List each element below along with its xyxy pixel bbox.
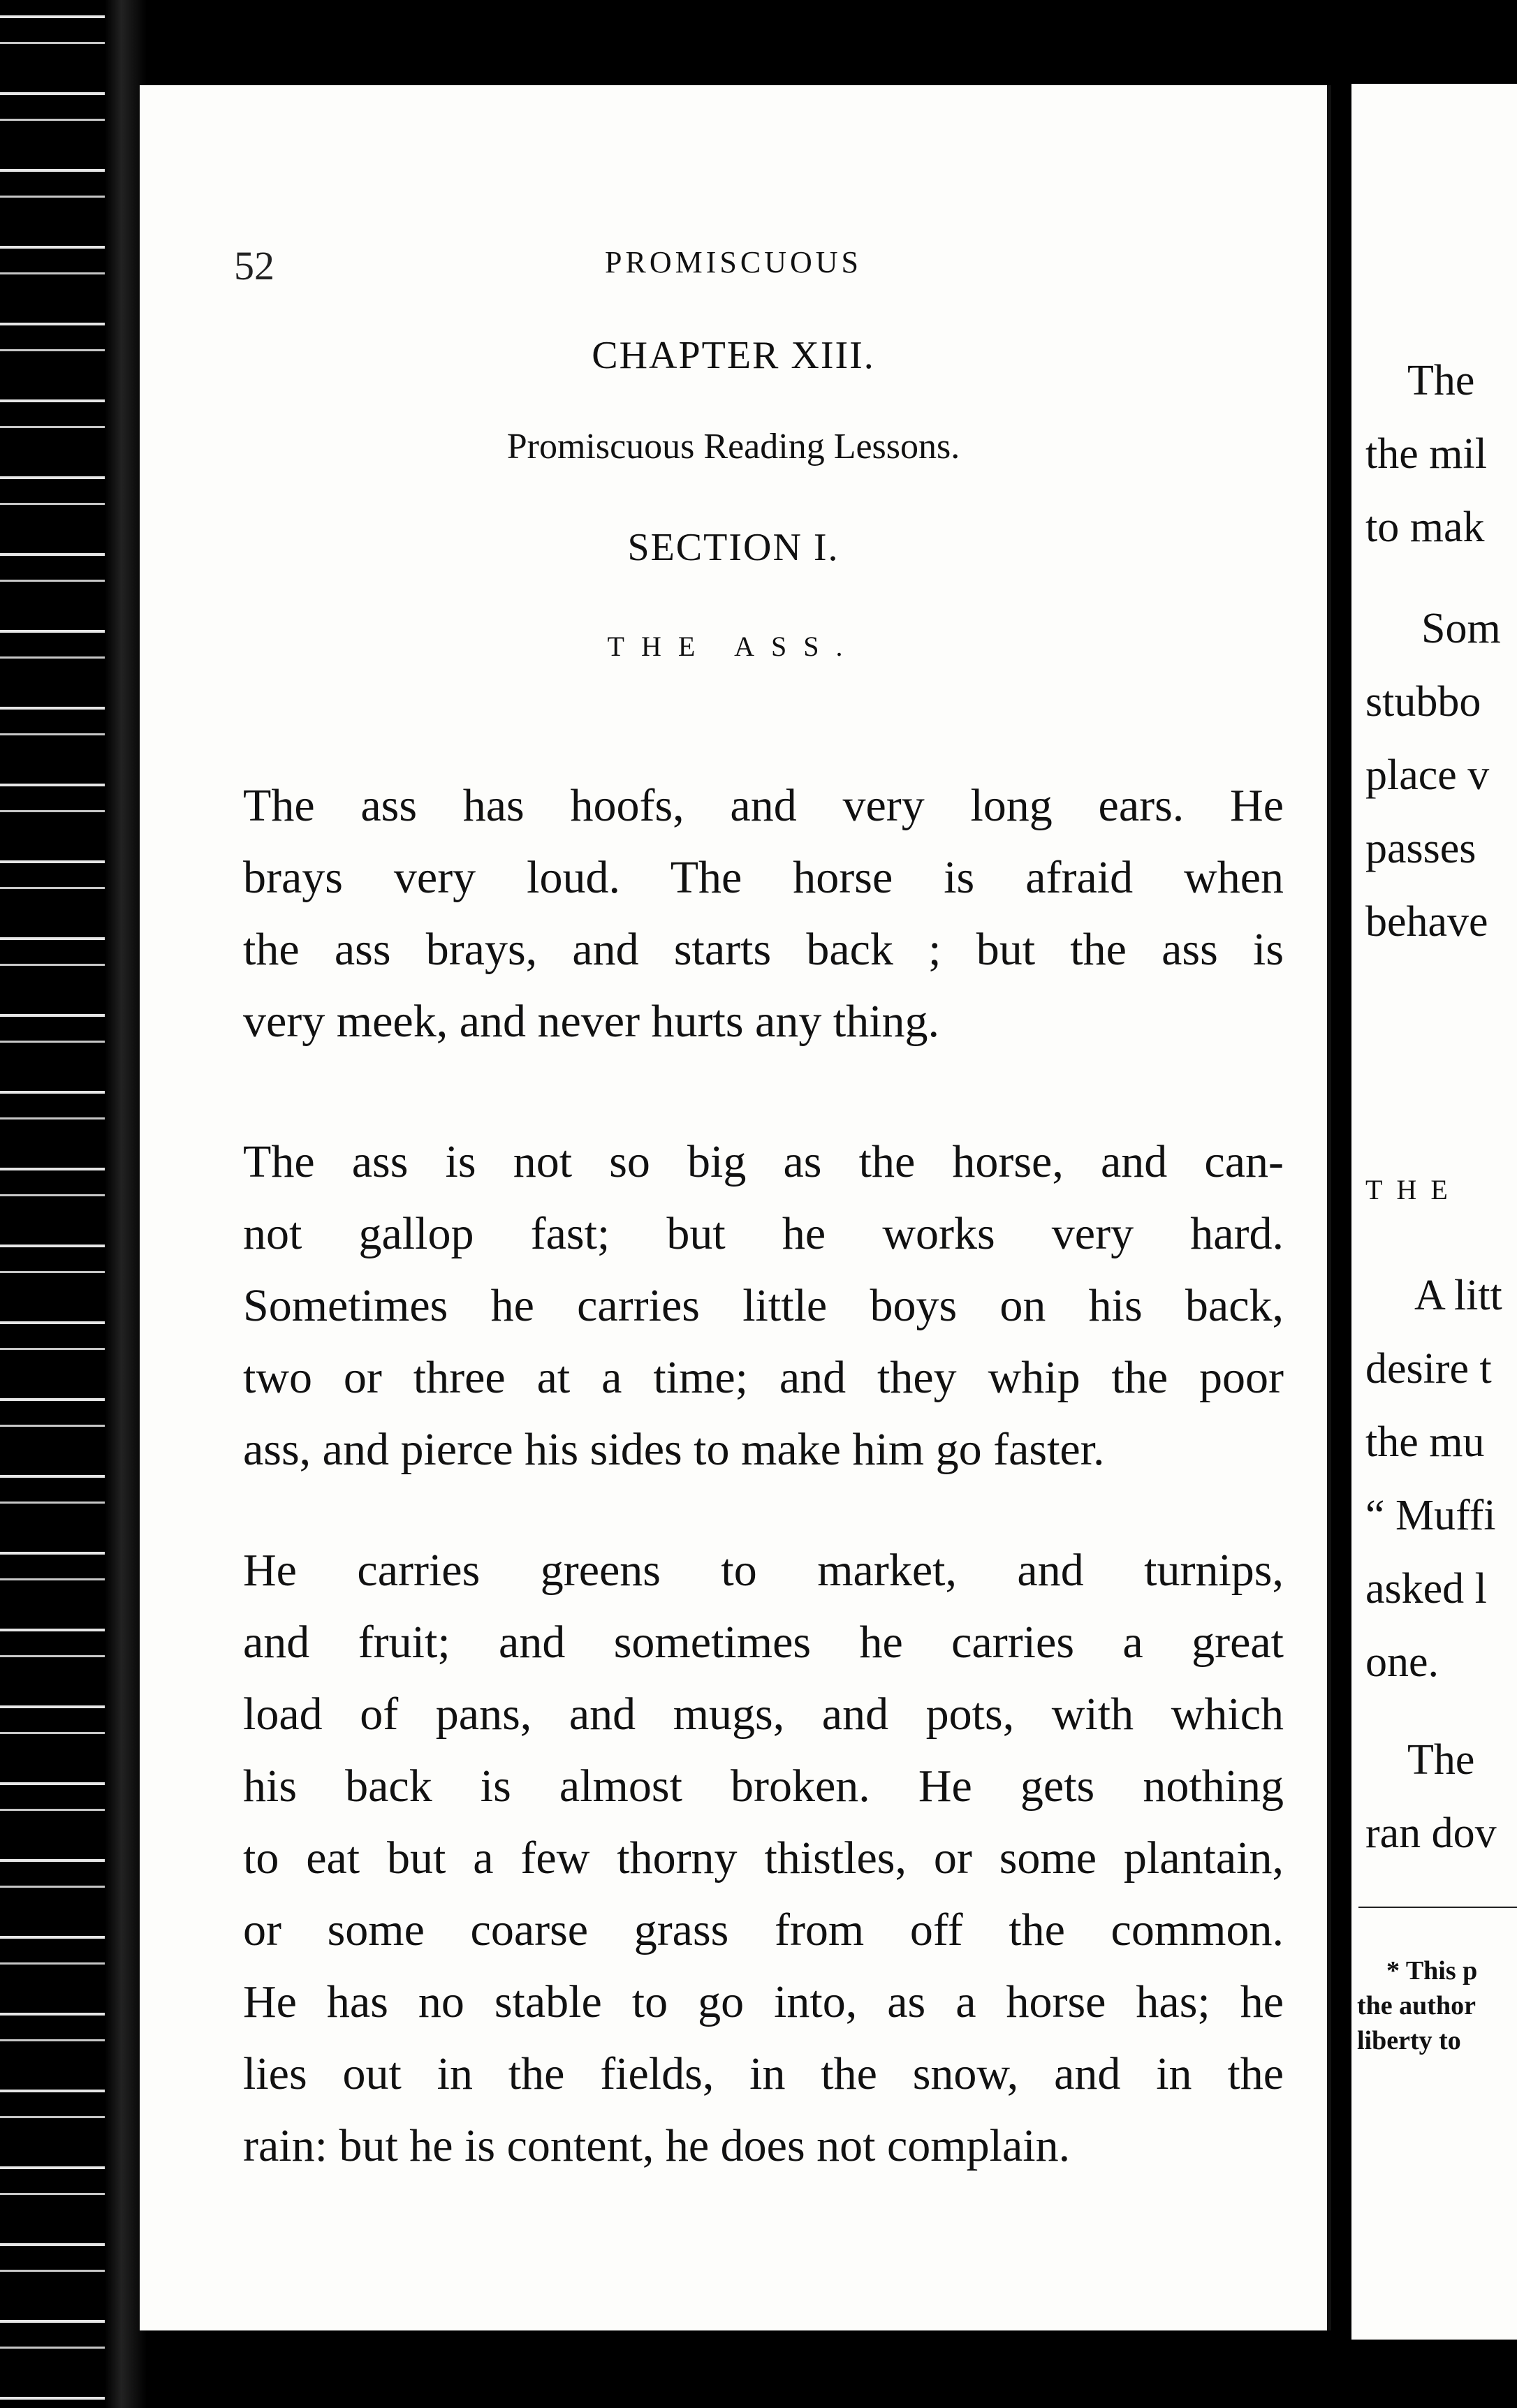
- paragraph-3: [243, 1534, 1430, 2182]
- text-line: The ass has hoofs, and very long ears. He: [243, 780, 1284, 831]
- text-line: rain: but he is content, he does not complain.: [243, 2120, 1071, 2171]
- right-text-line: The: [1407, 357, 1475, 404]
- book-page-left: [140, 85, 1331, 2330]
- lesson-title: THE ASS.: [607, 631, 860, 662]
- book-page-right-partial: [1351, 84, 1517, 2340]
- text-line: his back is almost broken. He gets nothing: [243, 1761, 1284, 1812]
- right-text-line: to mak: [1365, 504, 1485, 551]
- right-text-line: place v: [1365, 751, 1490, 799]
- text-line: brays very loud. The horse is afraid when: [243, 852, 1284, 903]
- right-text-line: stubbo: [1365, 678, 1481, 726]
- section-heading: SECTION I.: [627, 526, 840, 569]
- chapter-heading: CHAPTER XIII.: [592, 334, 875, 377]
- footnote-rule: [1358, 1907, 1517, 1908]
- right-text-line: desire t: [1365, 1345, 1492, 1393]
- text-line: very meek, and never hurts any thing.: [243, 996, 940, 1047]
- text-line: and fruit; and sometimes he carries a great: [243, 1617, 1284, 1668]
- right-text-line: passes: [1365, 825, 1476, 872]
- text-line: The ass is not so big as the horse, and can-: [243, 1136, 1284, 1187]
- text-line: or some coarse grass from off the common.: [243, 1904, 1284, 1955]
- right-text-line: the mil: [1365, 430, 1487, 478]
- right-lesson-title: THE: [1365, 1174, 1462, 1205]
- text-line: Sometimes he carries little boys on his back,: [243, 1280, 1284, 1331]
- text-line: not gallop fast; but he works very hard.: [243, 1208, 1284, 1259]
- right-text-line: Som: [1421, 605, 1501, 652]
- paragraph-2: [243, 1126, 1430, 1485]
- right-text-line: “ Muffi: [1365, 1492, 1496, 1539]
- right-text-line: The: [1407, 1736, 1475, 1784]
- running-head: PROMISCUOUS: [605, 245, 862, 279]
- text-line: the ass brays, and starts back ; but the ass is: [243, 924, 1284, 975]
- right-text-line: asked l: [1365, 1565, 1487, 1613]
- text-line: ass, and pierce his sides to make him go faster.: [243, 1424, 1105, 1475]
- text-line: He has no stable to go into, as a horse has; he: [243, 1976, 1284, 2027]
- right-text-line: one.: [1365, 1638, 1439, 1686]
- page-number: 52: [234, 243, 274, 288]
- footnote-line: the author: [1357, 1991, 1476, 2020]
- right-text-line: A litt: [1414, 1272, 1502, 1319]
- right-text-line: the mu: [1365, 1418, 1485, 1466]
- footnote-line: * This p: [1386, 1956, 1478, 1985]
- text-line: two or three at a time; and they whip the poor: [243, 1352, 1284, 1403]
- text-line: lies out in the fields, in the snow, and in the: [243, 2048, 1284, 2099]
- text-line: load of pans, and mugs, and pots, with which: [243, 1689, 1284, 1740]
- paragraph-1: [243, 770, 1430, 1057]
- right-text-line: ran dov: [1365, 1809, 1497, 1857]
- text-line: to eat but a few thorny thistles, or some plantain,: [243, 1833, 1284, 1884]
- text-line: He carries greens to market, and turnips,: [243, 1545, 1284, 1596]
- footnote-line: liberty to: [1357, 2026, 1461, 2055]
- chapter-subtitle: Promiscuous Reading Lessons.: [506, 427, 960, 467]
- right-text-line: behave: [1365, 898, 1488, 946]
